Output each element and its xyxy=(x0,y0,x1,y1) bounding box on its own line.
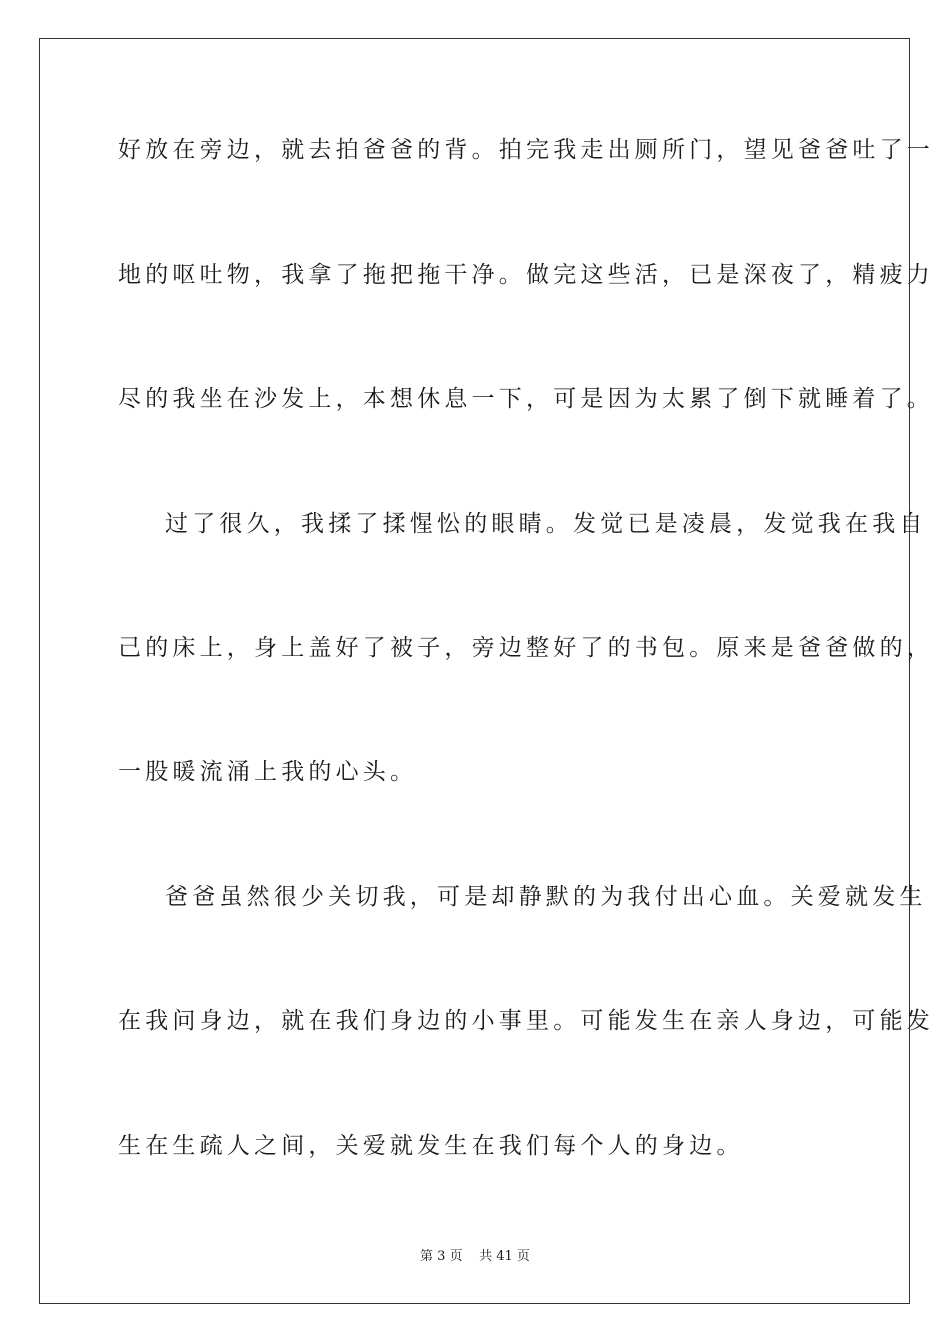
paragraph-3-line-1: 爸爸虽然很少关切我，可是却静默的为我付出心血。关爱就发生 xyxy=(165,884,927,910)
paragraph-2-line-3: 一股暖流涌上我的心头。 xyxy=(118,759,418,785)
paragraph-3-line-3: 生在生疏人之间，关爱就发生在我们每个人的身边。 xyxy=(118,1133,744,1159)
page-frame xyxy=(39,38,934,1304)
page-footer xyxy=(0,1248,950,1266)
paragraph-1-line-3: 尽的我坐在沙发上，本想休息一下，可是因为太累了倒下就睡着了。 xyxy=(118,386,934,412)
paragraph-2-line-2: 己的床上，身上盖好了被子，旁边整好了的书包。原来是爸爸做的， xyxy=(118,635,934,661)
paragraph-1-line-1: 好放在旁边，就去拍爸爸的背。拍完我走出厕所门，望见爸爸吐了一 xyxy=(118,137,934,163)
total-pages: 共 41 页 xyxy=(479,1249,530,1264)
page-number: 第 3 页 xyxy=(420,1249,463,1264)
paragraph-3-line-2: 在我问身边，就在我们身边的小事里。可能发生在亲人身边，可能发 xyxy=(118,1008,934,1034)
paragraph-2-line-1: 过了很久，我揉了揉惺忪的眼睛。发觉已是凌晨，发觉我在我自 xyxy=(165,511,927,537)
paragraph-1-line-2: 地的呕吐物，我拿了拖把拖干净。做完这些活，已是深夜了，精疲力 xyxy=(118,262,934,288)
